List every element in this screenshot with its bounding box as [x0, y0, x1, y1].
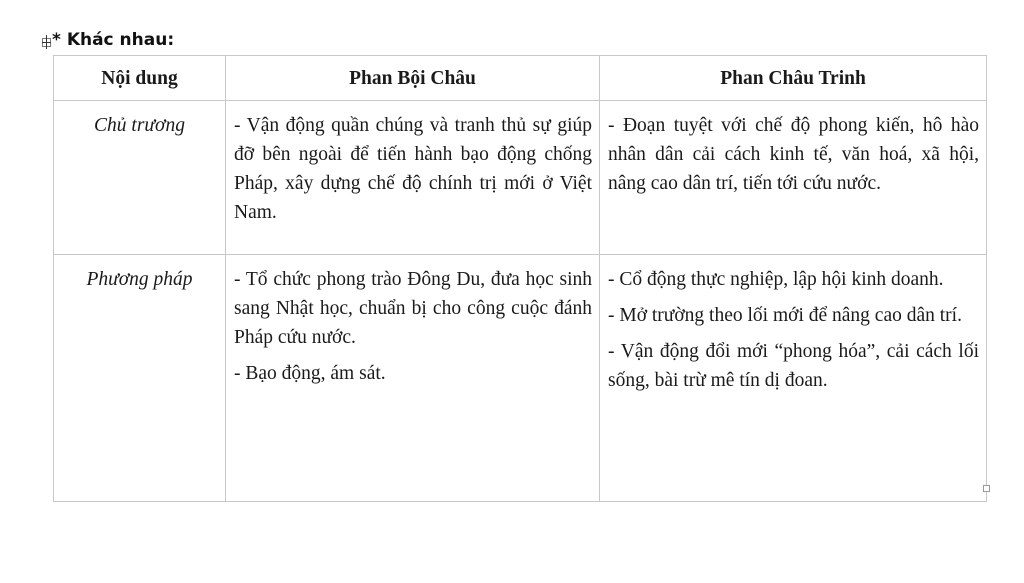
- table-row: [54, 101, 987, 255]
- table-resize-handle[interactable]: [983, 485, 990, 492]
- row-criterion-method: Phương pháp: [54, 255, 226, 502]
- section-heading: [52, 30, 174, 50]
- paragraph: - Vận động quần chúng và tranh thủ sự giúp đỡ bên ngoài để tiến hành bạo động chống Pháp, xây dựng chế độ chính trị mới ở Việt Nam.: [234, 115, 592, 223]
- cell-phan-boi-chau-policy: [226, 101, 600, 255]
- header-phan-boi-chau: Phan Bội Châu: [226, 56, 600, 101]
- header-phan-chau-trinh: Phan Châu Trinh: [600, 56, 987, 101]
- header-content: Nội dung: [54, 56, 226, 101]
- row-criterion-policy: Chủ trương: [54, 101, 226, 255]
- comparison-table: [53, 55, 987, 502]
- paragraph: - Đoạn tuyệt với chế độ phong kiến, hô hào nhân dân cải cách kinh tế, văn hoá, xã hội, nâng cao dân trí, tiến tới cứu nước.: [608, 115, 979, 194]
- paragraph: - Cổ động thực nghiệp, lập hội kinh doanh.: [608, 269, 944, 290]
- paragraph: - Vận động đổi mới “phong hóa”, cải cách lối sống, bài trừ mê tín dị đoan.: [608, 341, 979, 391]
- heading-label: Khác nhau:: [66, 30, 175, 50]
- table-row: [54, 255, 987, 502]
- cell-phan-boi-chau-method: [226, 255, 600, 502]
- cell-phan-chau-trinh-policy: [600, 101, 987, 255]
- heading-prefix: *: [52, 30, 67, 50]
- table-header-row: [54, 56, 987, 101]
- paragraph: - Bạo động, ám sát.: [234, 363, 386, 384]
- paragraph: - Mở trường theo lối mới để nâng cao dân trí.: [608, 305, 962, 326]
- cell-phan-chau-trinh-method: [600, 255, 987, 502]
- paragraph: - Tổ chức phong trào Đông Du, đưa học sinh sang Nhật học, chuẩn bị cho công cuộc đánh Pháp cứu nước.: [234, 269, 592, 348]
